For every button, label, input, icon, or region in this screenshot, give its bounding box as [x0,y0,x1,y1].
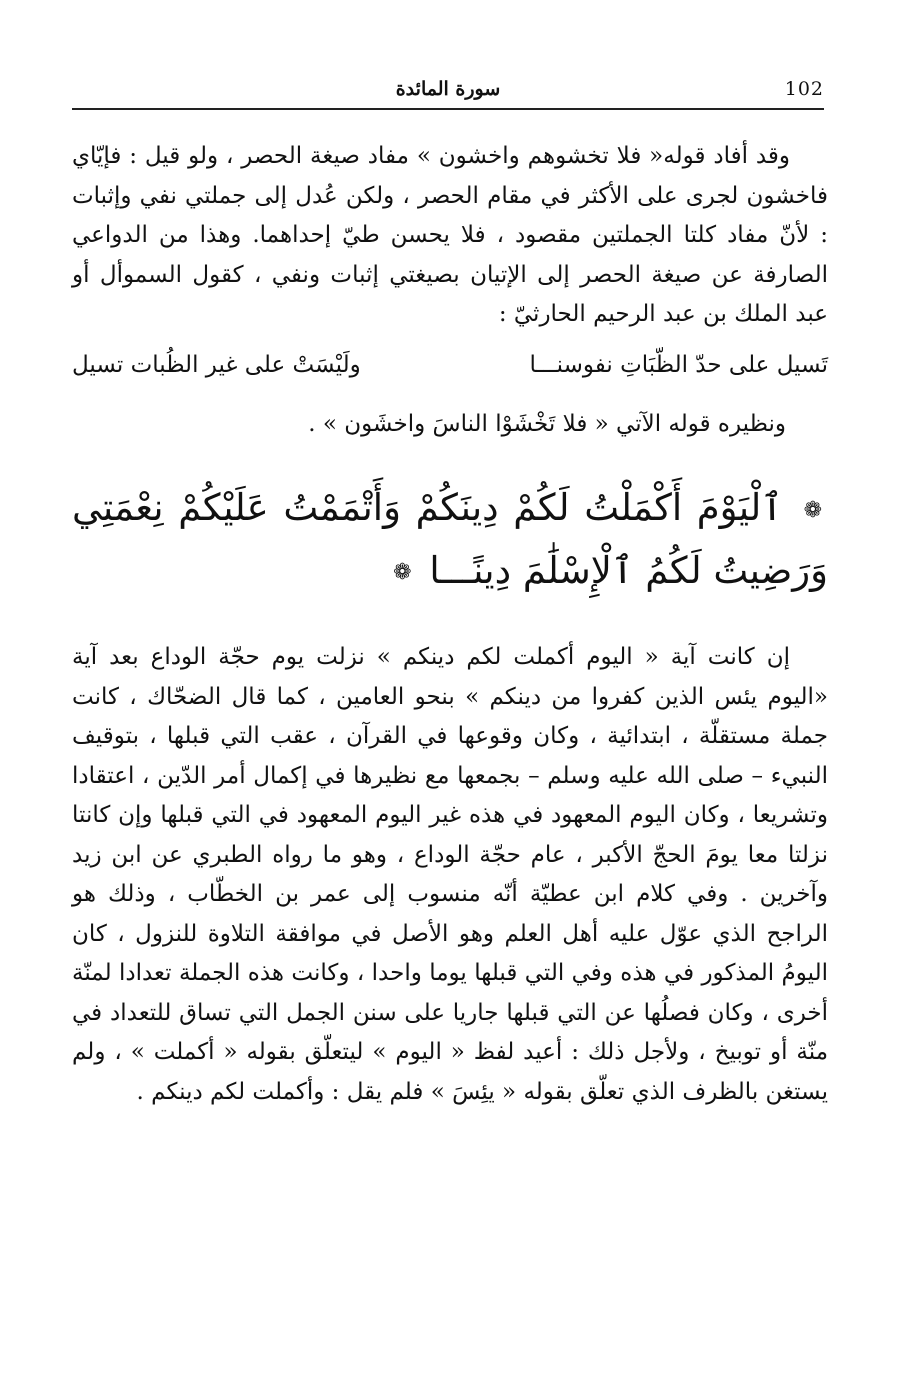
text-line: قيل : فإيّاي فاخشون لجرى على الأكثر في مقام الحصر ، ولكن عُدل [72,143,828,209]
poetry-couplet [72,352,828,392]
text-line: كلام ابن عطيّة أنّه منسوب إلى عمر بن الخطّاب ، وذلك هو الراجح [72,881,828,947]
text-line: إن كانت آية « اليوم أكملت لكم دينكم » نزلت يوم حجّة الوداع [150,644,790,670]
hemistich-first: تَسيل على حدّ الظّبَاتِ نفوسنـــا [529,352,828,378]
text-line: عام حجّة الوداع ، وهو ما رواه الطبري عن ابن زيد وآخرين . وفي [72,841,828,907]
text-line: الذي عوّل عليه أهل العلم وهو الأصل في موافقة التلاوة للنزول ، كان [72,920,756,947]
text-line: ونظيره قوله الآتي « فلا تَخْشَوْا الناسَ واخشَون » . [308,411,786,437]
paragraph-1 [72,137,828,335]
text-line: في إكمال أمر الدّين ، اعتقادا وتشريعا ، وكان اليوم المعهود في هذه [72,762,828,828]
ornament-icon: ❁ [803,497,822,523]
quran-verse-text: ٱلْيَوْمَ أَكْمَلْتُ لَكُمْ دِينَكُمْ وَأَتْمَمْتُ عَلَيْكُمْ نِعْمَتِي وَرَضِيتُ لَكُمُ ٱلْإِسْلَٰمَ دِينًـــا [72,486,828,592]
page-number: 102 [784,78,824,100]
text-line: طيّ إحداهما. وهذا من الدواعي الصارفة عن صيغة الحصر إلى الإتيان [72,222,828,288]
text-line: بعد آية «اليوم يئس الذين كفروا من دينكم » بنحو العامين ، كما قال [72,644,829,710]
quran-verse [72,478,828,603]
text-line: عقب التي قبلها ، بتوقيف النبيء – صلى الله عليه وسلم – بجمعها مع نظيرها [72,723,829,789]
paragraph-2 [72,638,828,1112]
text-line: فلم يقل : وأكملت لكم دينكم . [136,1078,424,1105]
header-rule [72,108,824,110]
text-line: إلى جملتي نفي وإثبات : لأنّ مفاد كلتا الجملتين مقصود ، فلا يحسن [72,182,829,248]
running-title: سورة المائدة [395,78,501,100]
ornament-icon: ❁ [393,560,412,585]
text-line: وقد أفاد قوله« فلا تخشوهم واخشون » مفاد صيغة الحصر ، ولو [188,143,791,169]
hemistich-second: ولَيْسَتْ على غير الظُبات تسيل [72,352,361,378]
text-line: ليتعلّق بقوله « أكملت » ، ولم يستغن بالظرف الذي تعلّق بقوله « يئِسَ » [72,1039,828,1105]
page-header [72,78,824,106]
text-line: تعدادا لمنّة أخرى ، وكان فصلُها عن التي قبلها جاريا على سنن الجمل [72,960,828,1026]
text-line: اليومُ المذكور في هذه وفي التي قبلها يوما واحدا ، وكانت هذه الجملة [178,960,828,986]
text-line: التي تساق للتعداد في منّة أو توبيخ ، ولأجل ذلك : أعيد لفظ « اليوم » [72,999,829,1065]
text-line: غير اليوم المعهود في التي قبلها وإن كانتا نزلتا معا يومَ الحجّ الأكبر ، [72,802,829,868]
text-line: الضحّاك ، كانت جملة مستقلّة ، ابتدائية ، وكان وقوعها في القرآن ، [72,683,829,749]
text-line: بصيغتي إثبات ونفي ، كقول السموأل أو عبد الملك بن عبد الرحيم الحارثيّ : [72,261,828,327]
follow-up-line [72,405,828,444]
